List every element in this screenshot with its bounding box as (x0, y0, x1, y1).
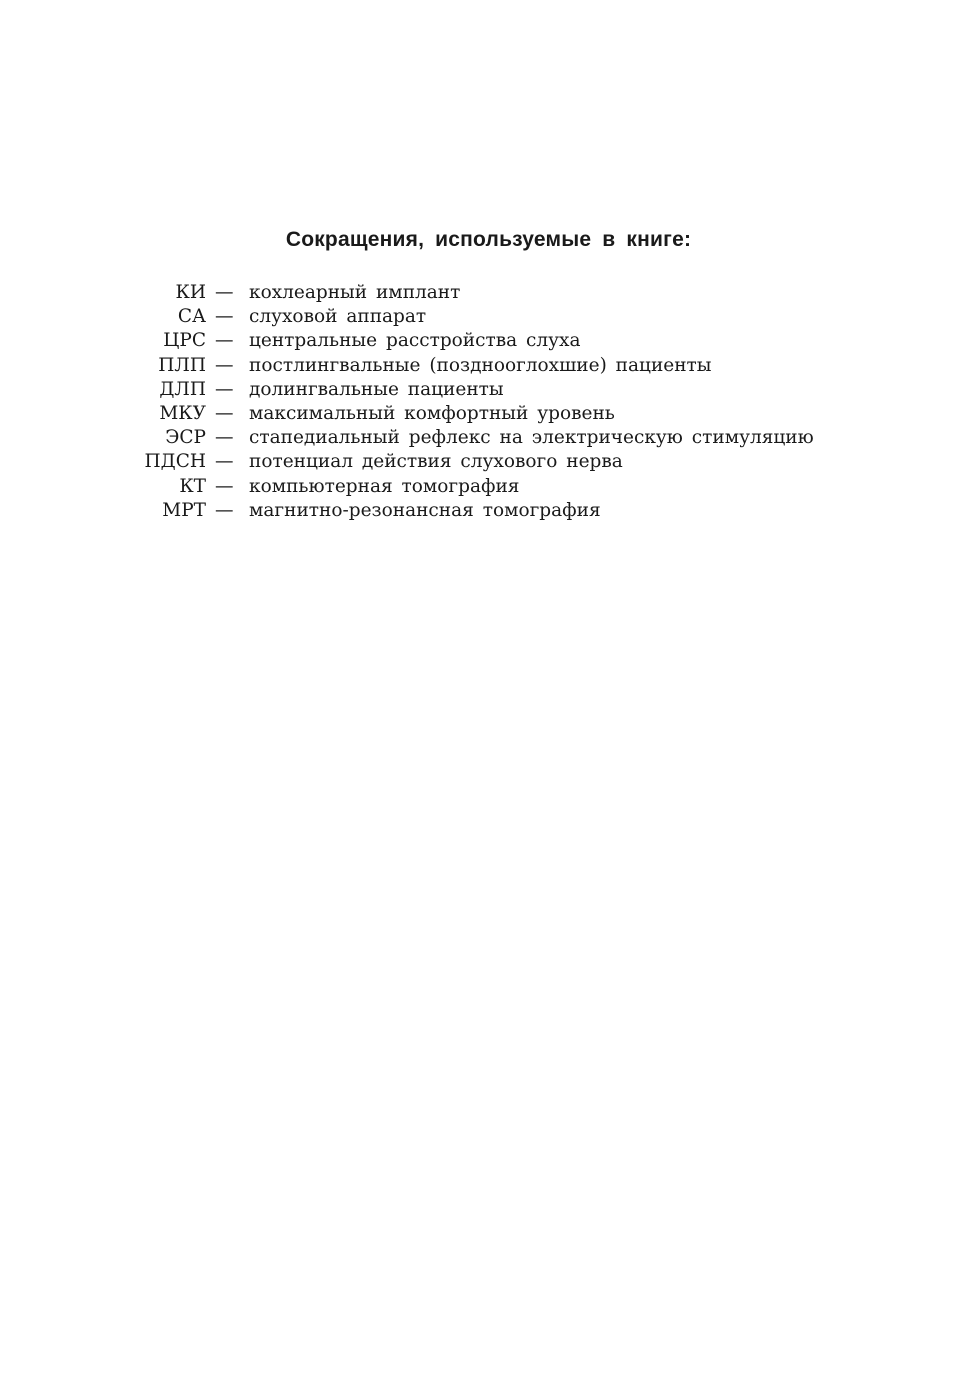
abbreviation-row (0, 281, 957, 305)
abbreviation-term: ЭСР (165, 427, 206, 449)
abbreviation-row (0, 402, 957, 426)
abbreviation-row (0, 378, 957, 402)
abbreviation-dash: — (215, 475, 234, 497)
abbreviation-list (0, 281, 957, 523)
abbreviation-dash: — (215, 402, 234, 424)
abbreviation-term: СА (177, 306, 206, 328)
abbreviation-definition: долингвальные пациенты (249, 378, 504, 400)
abbreviation-dash: — (215, 282, 234, 303)
abbreviation-row (0, 426, 957, 450)
abbreviation-definition: постлингвальные (позднооглохшие) пациенты (249, 354, 712, 376)
abbreviation-dash: — (215, 330, 234, 352)
abbreviation-dash: — (215, 499, 234, 521)
abbreviation-term: КТ (179, 475, 206, 497)
abbreviation-term: ЦРС (163, 330, 206, 352)
abbreviation-dash: — (215, 451, 234, 473)
abbreviations-heading: Сокращения, используемые в книге: (285, 228, 692, 251)
abbreviation-term: ДЛП (159, 378, 206, 400)
abbreviation-definition: кохлеарный имплант (249, 282, 461, 303)
abbreviation-term: МКУ (159, 402, 206, 424)
abbreviation-term: ПЛП (158, 354, 206, 376)
abbreviation-definition: магнитно-резонансная томография (249, 499, 601, 521)
abbreviation-row (0, 475, 957, 499)
abbreviation-row (0, 499, 957, 523)
abbreviation-definition: максимальный комфортный уровень (249, 402, 615, 424)
abbreviation-definition: центральные расстройства слуха (249, 330, 581, 352)
abbreviation-row (0, 450, 957, 474)
abbreviation-dash: — (215, 306, 234, 328)
abbreviation-dash: — (215, 378, 234, 400)
abbreviation-row (0, 329, 957, 353)
abbreviation-term: ПДСН (144, 451, 206, 473)
abbreviation-row (0, 354, 957, 378)
abbreviation-dash: — (215, 427, 234, 449)
abbreviation-row (0, 305, 957, 329)
abbreviation-term: КИ (175, 282, 206, 303)
abbreviation-definition: слуховой аппарат (249, 306, 427, 328)
abbreviation-definition: стапедиальный рефлекс на электрическую стимуляцию (249, 427, 814, 449)
abbreviation-definition: компьютерная томография (249, 475, 520, 497)
abbreviation-dash: — (215, 354, 234, 376)
abbreviation-definition: потенциал действия слухового нерва (249, 451, 623, 473)
abbreviation-term: МРТ (162, 499, 206, 521)
